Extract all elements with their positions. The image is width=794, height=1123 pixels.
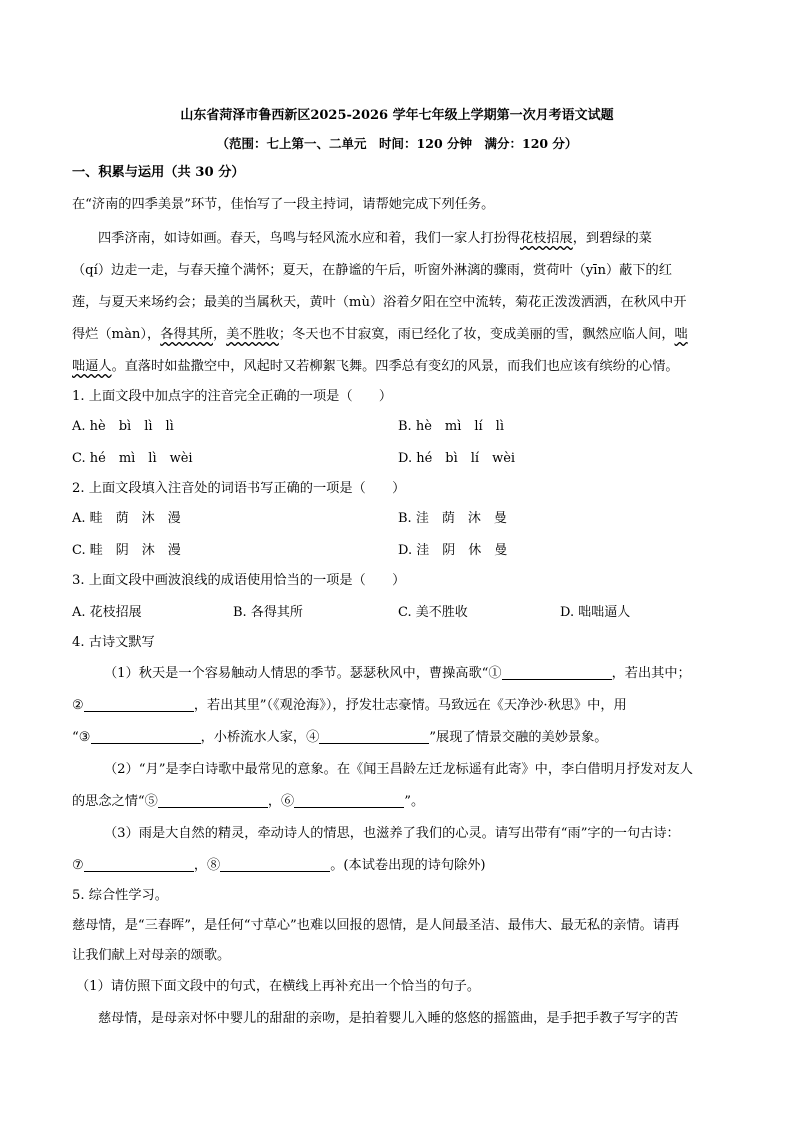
q4-line-5: 的思念之情“⑤ ，⑥ ”。 (72, 794, 425, 809)
q5-line-4: 慈母情，是母亲对怀中婴儿的甜甜的亲吻，是拍着婴儿入睡的悠悠的摇篮曲，是手把手教子写字的苦 (98, 1011, 679, 1026)
q3-option-d[interactable]: D. 咄咄逼人 (560, 605, 631, 620)
wavy-idiom-4b: 咄逼人 (72, 359, 112, 374)
answer-blank-8[interactable] (220, 857, 330, 872)
q1-option-b[interactable]: B. hè mì lí lì (398, 419, 504, 434)
section-heading: 一、积累与运用（共 30 分） (72, 165, 245, 180)
passage-line-1: 四季济南，如诗如画。春天，鸟鸣与轻风流水应和着，我们一家人打扮得花枝招展，到碧绿的菜 (98, 231, 652, 246)
q1-option-a[interactable]: A. hè bì lì lì (72, 419, 174, 434)
q4-line-6: （3）雨是大自然的精灵，牵动诗人的情思，也滋养了我们的心灵。请写出带有“雨”字的一句古诗： (104, 826, 680, 841)
page-subtitle: （范围：七上第一、二单元 时间：120 分钟 满分：120 分） (216, 136, 578, 151)
q3-option-b[interactable]: B. 各得其所 (233, 605, 303, 620)
section-intro: 在“济南的四季美景”环节，佳怡写了一段主持词，请帮她完成下列任务。 (72, 197, 495, 212)
question-1: 1. 上面文段中加点字的注音完全正确的一项是（ ） (72, 389, 393, 404)
passage-line-4: 得烂（màn），各得其所，美不胜收；冬天也不甘寂寞，雨已经化了妆，变成美丽的雪，飘然应临人间，咄 (72, 327, 688, 342)
answer-blank-1[interactable] (502, 665, 612, 680)
passage-line-5: 咄逼人。直落时如盐撒空中，风起时又若柳絮飞舞。四季总有变幻的风景，而我们也应该有缤纷的心情。 (72, 359, 679, 374)
wavy-idiom-1: 花枝招展 (520, 231, 573, 246)
answer-blank-5[interactable] (158, 793, 268, 808)
q2-option-c[interactable]: C. 畦 阴 沐 漫 (72, 543, 181, 558)
page-title: 山东省菏泽市鲁西新区2025-2026 学年七年级上学期第一次月考语文试题 (180, 108, 614, 123)
wavy-idiom-3: 美不胜收 (226, 327, 279, 342)
passage-line-2: （qí）边走一走，与春天撞个满怀；夏天，在静谧的午后，听窗外淋漓的骤雨，赏荷叶（yīn）蔽下的红 (72, 263, 672, 278)
q2-option-a[interactable]: A. 畦 荫 沐 漫 (72, 511, 181, 526)
q5-line-1: 慈母情，是“三春晖”，是任何“寸草心”也难以回报的恩情，是人间最圣洁、最伟大、最无私的亲情。请再 (72, 918, 680, 933)
q4-line-3: “③ ，小桥流水人家，④ ”展现了情景交融的美妙景象。 (72, 730, 608, 745)
answer-blank-4[interactable] (319, 729, 429, 744)
answer-blank-6[interactable] (294, 793, 404, 808)
q3-option-a[interactable]: A. 花枝招展 (72, 605, 142, 620)
wavy-idiom-2: 各得其所 (160, 327, 213, 342)
q5-line-3: （1）请仿照下面文段中的句式，在横线上再补充出一个恰当的句子。 (76, 979, 481, 994)
answer-blank-7[interactable] (84, 857, 194, 872)
question-2: 2. 上面文段填入注音处的词语书写正确的一项是（ ） (72, 481, 406, 496)
answer-blank-2[interactable] (84, 697, 194, 712)
question-3: 3. 上面文段中画波浪线的成语使用恰当的一项是（ ） (72, 573, 406, 588)
q3-option-c[interactable]: C. 美不胜收 (398, 605, 468, 620)
q4-line-1: （1）秋天是一个容易触动人情思的季节。瑟瑟秋风中，曹操高歌“① ，若出其中； (104, 666, 691, 681)
q4-line-4: （2）“月”是李白诗歌中最常见的意象。在《闻王昌龄左迁龙标遥有此寄》中，李白借明月抒发对友人 (104, 762, 693, 777)
q4-line-7: ⑦ ，⑧ 。(本试卷出现的诗句除外) (72, 858, 486, 873)
q2-option-b[interactable]: B. 洼 荫 沐 曼 (398, 511, 507, 526)
answer-blank-3[interactable] (91, 729, 201, 744)
q4-line-2: ② ，若出其里”（《观沧海》），抒发壮志豪情。马致远在《天净沙·秋思》中，用 (72, 698, 627, 713)
wavy-idiom-4a: 咄 (674, 327, 688, 342)
q1-option-d[interactable]: D. hé bì lí wèi (398, 451, 516, 466)
question-4: 4. 古诗文默写 (72, 635, 155, 650)
question-5: 5. 综合性学习。 (72, 888, 168, 903)
passage-line-3: 莲，与夏天来场约会；最美的当属秋天，黄叶（mù）浴着夕阳在空中流转，菊花正泼泼洒洒，在秋风中开 (72, 295, 687, 310)
q5-line-2: 让我们献上对母亲的颂歌。 (72, 948, 231, 963)
q2-option-d[interactable]: D. 洼 阴 休 曼 (398, 543, 508, 558)
q1-option-c[interactable]: C. hé mì lì wèi (72, 451, 193, 466)
